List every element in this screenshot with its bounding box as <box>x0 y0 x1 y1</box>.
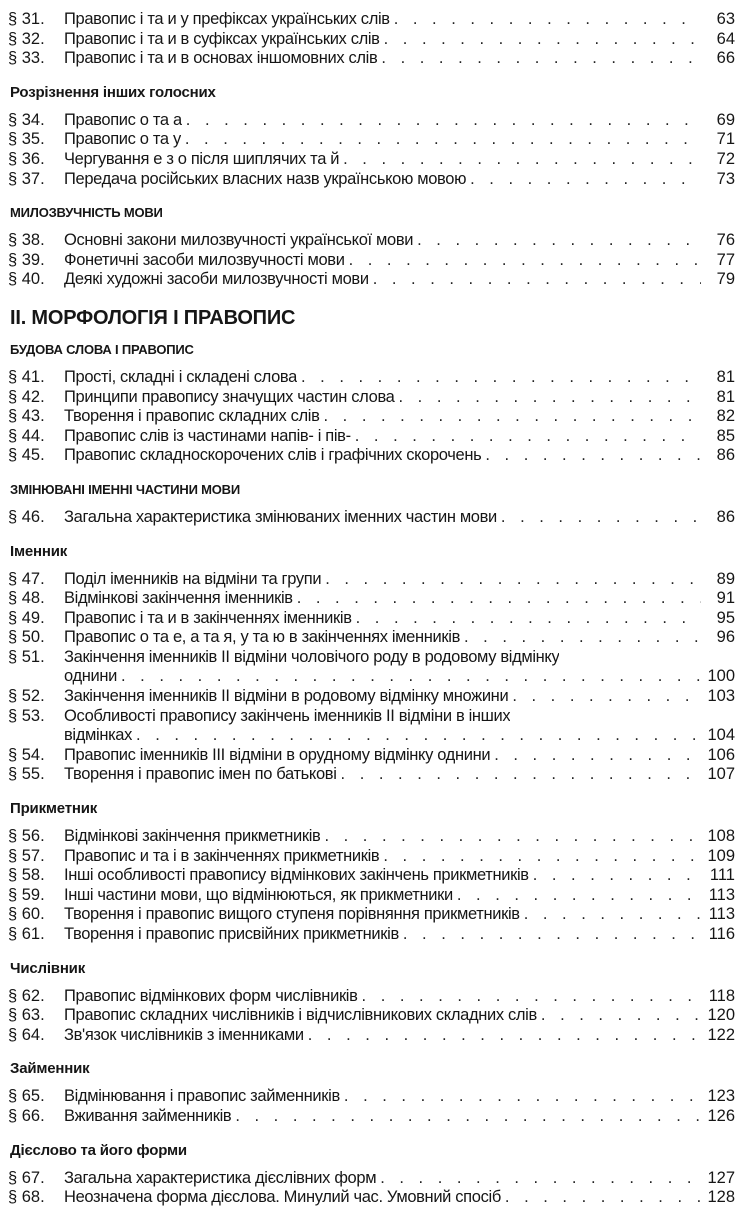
entry-number: § 52. <box>8 687 45 706</box>
leader-dots <box>395 388 701 408</box>
toc-entry[interactable] <box>8 1026 735 1046</box>
leader-dots <box>481 446 701 466</box>
entry-title: Правопис і та и в закінченнях іменників <box>64 608 352 627</box>
entry-number: § 42. <box>8 387 45 406</box>
entry-title: Зв'язок числівників з іменниками <box>64 1025 304 1044</box>
toc-entry[interactable] <box>8 1087 735 1107</box>
entry-title: Творення і правопис вищого ступеня порівняння прикметників <box>64 905 520 924</box>
entry-page: 122 <box>707 1025 735 1044</box>
toc-entry[interactable] <box>8 765 735 785</box>
entry-number: § 45. <box>8 446 45 465</box>
leader-dots <box>351 427 701 447</box>
leader-dots <box>182 111 701 131</box>
entry-page: 108 <box>707 827 735 846</box>
entry-title: Правопис о та у <box>64 130 181 149</box>
section-heading: МИЛОЗВУЧНІСТЬ МОВИ <box>10 205 163 221</box>
toc-entry[interactable] <box>8 628 735 648</box>
leader-dots <box>529 866 701 886</box>
entry-number: § 33. <box>8 49 45 68</box>
entry-number: § 38. <box>8 231 45 250</box>
leader-dots <box>537 1006 701 1026</box>
toc-entry[interactable] <box>8 746 735 766</box>
entry-title: Правопис складноскорочених слів і графічних скорочень <box>64 446 482 465</box>
entry-title-continuation: однини <box>64 667 117 686</box>
toc-entry[interactable] <box>8 427 735 447</box>
entry-title: Творення і правопис присвійних прикметників <box>64 925 399 943</box>
entry-title: Правопис і та и в основах іншомовних слів <box>64 49 378 68</box>
entry-page: 127 <box>707 1168 735 1187</box>
entry-page: 76 <box>716 231 735 250</box>
entry-title: Закінчення іменників II відміни в родовому відмінку множини <box>64 687 509 706</box>
entry-title: Правопис відмінкових форм числівників <box>64 986 358 1005</box>
toc-entry[interactable] <box>8 648 735 668</box>
toc-entry[interactable] <box>8 508 735 528</box>
entry-page: 82 <box>716 407 735 426</box>
leader-dots <box>337 765 701 785</box>
entry-page: 63 <box>716 10 735 28</box>
leader-dots <box>460 628 701 648</box>
entry-number: § 31. <box>8 10 45 28</box>
entry-number: § 47. <box>8 569 45 588</box>
entry-number: § 37. <box>8 169 45 188</box>
entry-number: § 44. <box>8 426 45 445</box>
toc-entry[interactable] <box>8 687 735 707</box>
entry-page: 103 <box>707 687 735 706</box>
entry-page: 85 <box>716 426 735 445</box>
entry-number: § 36. <box>8 149 45 168</box>
entry-page: 100 <box>707 667 735 686</box>
leader-dots <box>132 726 701 746</box>
entry-page: 73 <box>716 169 735 188</box>
toc-entry-continuation[interactable] <box>8 726 735 746</box>
leader-dots <box>369 270 701 290</box>
leader-dots <box>297 368 701 388</box>
entry-page: 123 <box>707 1087 735 1106</box>
leader-dots <box>508 687 701 707</box>
leader-dots <box>181 130 701 150</box>
leader-dots <box>466 170 701 190</box>
entry-title: Деякі художні засоби милозвучності мови <box>64 270 369 289</box>
entry-title: Відмінкові закінчення іменників <box>64 589 293 608</box>
toc-entry[interactable] <box>8 1006 735 1026</box>
entry-title: Правопис и та і в закінченнях прикметників <box>64 846 380 865</box>
toc-entry[interactable] <box>8 30 735 50</box>
entry-page: 71 <box>716 130 735 149</box>
toc-entry[interactable] <box>8 150 735 170</box>
section-heading: БУДОВА СЛОВА І ПРАВОПИС <box>10 341 194 357</box>
section-heading: Прикметник <box>10 800 98 818</box>
leader-dots <box>320 827 701 847</box>
entry-number: § 60. <box>8 905 45 924</box>
toc-entry[interactable] <box>8 111 735 131</box>
section-heading: Числівник <box>10 959 86 977</box>
leader-dots <box>321 570 701 590</box>
toc-entry[interactable] <box>8 847 735 867</box>
toc-entry[interactable] <box>8 49 735 69</box>
entry-page: 120 <box>707 1006 735 1025</box>
entry-number: § 68. <box>8 1188 45 1207</box>
entry-title: Прості, складні і складені слова <box>64 367 297 386</box>
leader-dots <box>390 10 701 30</box>
entry-page: 106 <box>707 745 735 764</box>
entry-title: Закінчення іменників II відміни чоловічого роду в родовому відмінку <box>64 647 560 666</box>
entry-title: Відмінювання і правопис займенників <box>64 1087 340 1106</box>
entry-title: Правопис слів із частинами напів- і пів- <box>64 426 351 445</box>
section-heading: Дієслово та його форми <box>10 1141 187 1159</box>
entry-title: Особливості правопису закінчень іменників II відміни в інших <box>64 706 511 725</box>
entry-page: 111 <box>709 866 735 885</box>
entry-number: § 46. <box>8 507 45 526</box>
entry-page: 116 <box>708 925 735 943</box>
toc-entry[interactable] <box>8 130 735 150</box>
leader-dots <box>490 746 701 766</box>
entry-number: § 34. <box>8 110 45 129</box>
entry-number: § 64. <box>8 1025 45 1044</box>
entry-page: 79 <box>716 270 735 289</box>
entry-title: Відмінкові закінчення прикметників <box>64 827 321 846</box>
entry-number: § 59. <box>8 885 45 904</box>
toc-entry[interactable] <box>8 1169 735 1189</box>
toc-entry[interactable] <box>8 388 735 408</box>
entry-number: § 48. <box>8 589 45 608</box>
entry-title: Правопис і та и в суфіксах українських слів <box>64 29 380 48</box>
entry-number: § 56. <box>8 827 45 846</box>
leader-dots <box>304 1026 701 1046</box>
leader-dots <box>520 905 701 925</box>
entry-title: Фонетичні засоби милозвучності мови <box>64 250 345 269</box>
entry-number: § 67. <box>8 1168 45 1187</box>
toc-entry[interactable] <box>8 589 735 609</box>
leader-dots <box>377 49 701 69</box>
section-heading: Іменник <box>10 542 68 560</box>
entry-number: § 63. <box>8 1006 45 1025</box>
leader-dots <box>376 1169 701 1189</box>
entry-title: Загальна характеристика змінюваних іменних частин мови <box>64 507 497 526</box>
leader-dots <box>352 609 701 629</box>
leader-dots <box>379 847 701 867</box>
entry-title: Передача російських власних назв українською мовою <box>64 169 467 188</box>
entry-number: § 55. <box>8 765 45 784</box>
entry-number: § 57. <box>8 846 45 865</box>
leader-dots <box>453 886 701 906</box>
entry-page: 89 <box>716 569 735 588</box>
section-heading: Займенник <box>10 1060 90 1078</box>
entry-number: § 40. <box>8 270 45 289</box>
entry-number: § 53. <box>8 706 45 725</box>
entry-number: § 43. <box>8 407 45 426</box>
leader-dots <box>345 251 701 271</box>
entry-title: Вживання займенників <box>64 1106 232 1125</box>
entry-page: 128 <box>707 1188 735 1207</box>
entry-title: Творення і правопис імен по батькові <box>64 765 337 784</box>
toc-entry-continuation[interactable] <box>8 667 735 687</box>
leader-dots <box>231 1107 701 1127</box>
entry-page: 86 <box>716 446 735 465</box>
leader-dots <box>320 407 702 427</box>
entry-number: § 51. <box>8 647 45 666</box>
toc-entry[interactable] <box>8 270 735 290</box>
entry-title: Поділ іменників на відміни та групи <box>64 569 322 588</box>
entry-title: Чергування е з о після шиплячих та й <box>64 149 340 168</box>
toc-entry[interactable] <box>8 231 735 251</box>
toc-entry[interactable] <box>8 10 735 30</box>
entry-title: Правопис іменників III відміни в орудному відмінку однини <box>64 745 491 764</box>
toc-entry[interactable] <box>8 570 735 590</box>
entry-page: 113 <box>708 905 735 924</box>
entry-page: 64 <box>716 29 735 48</box>
toc-entry[interactable] <box>8 609 735 629</box>
entry-title-continuation: відмінках <box>64 726 133 745</box>
entry-title: Інші частини мови, що відмінюються, як прикметники <box>64 885 453 904</box>
entry-title: Принципи правопису значущих частин слова <box>64 387 395 406</box>
entry-page: 72 <box>716 149 735 168</box>
toc-entry[interactable] <box>8 170 735 190</box>
toc-entry[interactable] <box>8 446 735 466</box>
entry-title: Інші особливості правопису відмінкових закінчень прикметників <box>64 866 529 885</box>
entry-page: 66 <box>716 49 735 68</box>
entry-title: Неозначена форма дієслова. Минулий час. Умовний спосіб <box>64 1188 501 1207</box>
entry-page: 118 <box>708 986 735 1005</box>
entry-number: § 62. <box>8 986 45 1005</box>
entry-title: Основні закони милозвучності української мови <box>64 231 414 250</box>
entry-page: 107 <box>707 765 735 784</box>
entry-page: 113 <box>708 885 735 904</box>
entry-number: § 39. <box>8 250 45 269</box>
toc-entry[interactable] <box>8 987 735 1007</box>
toc-entry[interactable] <box>8 1107 735 1127</box>
toc-entry[interactable] <box>8 1188 735 1208</box>
leader-dots <box>358 987 701 1007</box>
entry-number: § 32. <box>8 29 45 48</box>
entry-number: § 65. <box>8 1087 45 1106</box>
entry-title: Правопис о та е, а та я, у та ю в закінченнях іменників <box>64 628 460 647</box>
entry-number: § 49. <box>8 608 45 627</box>
entry-page: 69 <box>716 110 735 129</box>
leader-dots <box>413 231 701 251</box>
entry-page: 86 <box>716 507 735 526</box>
entry-page: 96 <box>716 628 735 647</box>
section-heading: ЗМІНЮВАНІ ІМЕННІ ЧАСТИНИ МОВИ <box>10 481 240 497</box>
entry-page: 104 <box>707 726 735 745</box>
entry-title: Правопис о та а <box>64 110 182 129</box>
entry-number: § 66. <box>8 1106 45 1125</box>
toc-entry[interactable] <box>8 707 735 727</box>
entry-page: 109 <box>707 846 735 865</box>
entry-page: 77 <box>716 250 735 269</box>
leader-dots <box>380 30 701 50</box>
entry-number: § 54. <box>8 745 45 764</box>
leader-dots <box>339 150 701 170</box>
entry-page: 126 <box>707 1106 735 1125</box>
section-heading: II. МОРФОЛОГІЯ І ПРАВОПИС <box>10 306 296 329</box>
toc-entry[interactable] <box>8 368 735 388</box>
leader-dots <box>117 667 701 687</box>
entry-number: § 61. <box>8 925 45 943</box>
entry-title: Правопис і та и у префіксах українських слів <box>64 10 390 28</box>
entry-page: 91 <box>716 589 735 608</box>
entry-title: Загальна характеристика дієслівних форм <box>64 1168 377 1187</box>
leader-dots <box>501 1188 701 1208</box>
entry-page: 95 <box>716 608 735 627</box>
toc-entry[interactable] <box>8 407 735 427</box>
leader-dots <box>497 508 701 528</box>
entry-number: § 58. <box>8 866 45 885</box>
entry-title: Творення і правопис складних слів <box>64 407 320 426</box>
entry-number: § 50. <box>8 628 45 647</box>
entry-number: § 41. <box>8 367 45 386</box>
entry-page: 81 <box>716 367 735 386</box>
toc-entry[interactable] <box>8 251 735 271</box>
toc-entry[interactable] <box>8 905 735 925</box>
toc-entry[interactable] <box>8 886 735 906</box>
entry-number: § 35. <box>8 130 45 149</box>
leader-dots <box>399 925 701 945</box>
entry-page: 81 <box>716 387 735 406</box>
toc-entry[interactable] <box>8 866 735 886</box>
leader-dots <box>340 1087 701 1107</box>
leader-dots <box>293 589 701 609</box>
toc-entry[interactable] <box>8 925 735 945</box>
section-heading: Розрізнення інших голосних <box>10 83 216 101</box>
toc-entry[interactable] <box>8 827 735 847</box>
entry-title: Правопис складних числівників і відчислівникових складних слів <box>64 1006 537 1025</box>
